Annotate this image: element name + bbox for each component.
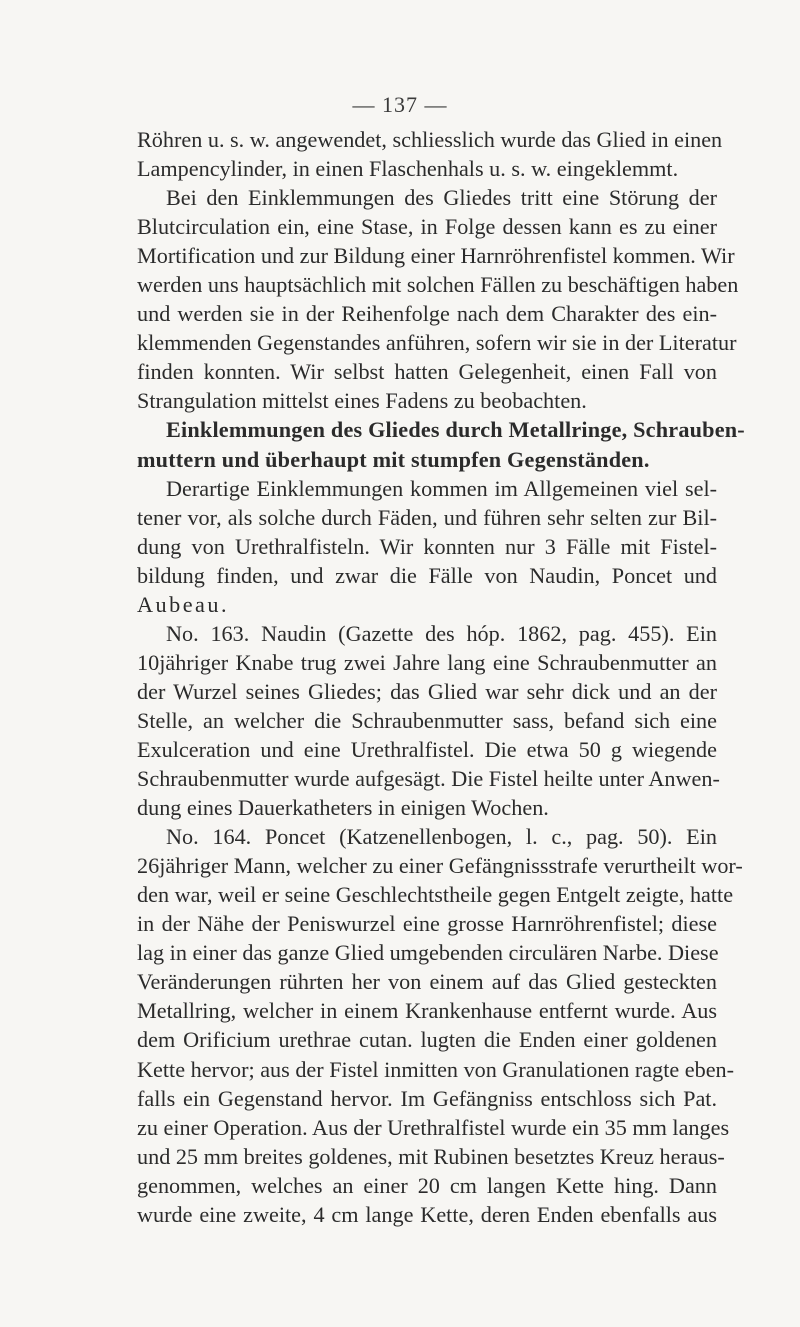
text-line: Blutcirculation ein, eine Stase, in Folge dessen kann es zu einer (137, 214, 717, 240)
text-line: dem Orificium urethrae cutan. lugten die Enden einer goldenen (137, 1027, 717, 1053)
text-line: Kette hervor; aus der Fistel inmitten von Granulationen ragte eben- (137, 1056, 735, 1082)
text-line: und 25 mm breites goldenes, mit Rubinen besetztes Kreuz heraus- (137, 1143, 725, 1169)
text-line: Mortification und zur Bildung einer Harnröhrenfistel kommen. Wir (137, 243, 735, 269)
text-line: tener vor, als solche durch Fäden, und führen sehr selten zur Bil- (137, 504, 717, 530)
text-line: No. 164. Poncet (Katzenellenbogen, l. c., pag. 50). Ein (166, 824, 717, 850)
text-line: Strangulation mittelst eines Fadens zu beobachten. (137, 388, 587, 414)
text-line: in der Nähe der Peniswurzel eine grosse Harnröhrenfistel; diese (137, 911, 717, 937)
page-number: — 137 — (352, 92, 448, 117)
text-line: Metallring, welcher in einem Krankenhause entfernt wurde. Aus (137, 998, 717, 1024)
text-line: No. 163. Naudin (Gazette des hóp. 1862, pag. 455). Ein (166, 620, 717, 646)
text-line: lag in einer das ganze Glied umgebenden circulären Narbe. Diese (137, 940, 719, 966)
text-line: Röhren u. s. w. angewendet, schliesslich wurde das Glied in einen (137, 127, 723, 152)
text-line: den war, weil er seine Geschlechtstheile gegen Entgelt zeigte, hatte (137, 882, 734, 908)
section-heading-line: Einklemmungen des Gliedes durch Metallringe, Schrauben- (166, 417, 745, 443)
text-line: wurde eine zweite, 4 cm lange Kette, deren Enden ebenfalls aus (137, 1201, 717, 1227)
text-line: falls ein Gegenstand hervor. Im Gefängniss entschloss sich Pat. (137, 1085, 717, 1111)
text-line: der Wurzel seines Gliedes; das Glied war sehr dick und an der (137, 678, 717, 704)
body-text (137, 125, 745, 1229)
text-line: Derartige Einklemmungen kommen im Allgemeinen viel sel- (166, 475, 717, 501)
text-line: werden uns hauptsächlich mit solchen Fällen zu beschäftigen haben (137, 272, 739, 298)
text-line: genommen, welches an einer 20 cm langen Kette hing. Dann (137, 1172, 717, 1198)
text-line: klemmenden Gegenstandes anführen, sofern wir sie in der Literatur (137, 330, 737, 356)
text-line: Stelle, an welcher die Schraubenmutter sass, befand sich eine (137, 707, 717, 733)
text-line: und werden sie in der Reihenfolge nach dem Charakter des ein- (137, 301, 717, 327)
text-line: Veränderungen rührten her von einem auf das Glied gesteckten (137, 969, 717, 995)
text-line: Bei den Einklemmungen des Gliedes tritt eine Störung der (166, 185, 717, 211)
text-line: Aubeau. (137, 591, 230, 617)
text-line: Exulceration und eine Urethralfistel. Die etwa 50 g wiegende (137, 736, 717, 762)
text-line: 10jähriger Knabe trug zwei Jahre lang eine Schraubenmutter an (137, 649, 717, 675)
text-line: dung eines Dauerkatheters in einigen Wochen. (137, 795, 549, 821)
text-line: finden konnten. Wir selbst hatten Gelegenheit, einen Fall von (137, 359, 717, 385)
text-line: dung von Urethralfisteln. Wir konnten nur 3 Fälle mit Fistel- (137, 533, 717, 559)
text-line: bildung finden, und zwar die Fälle von Naudin, Poncet und (137, 562, 717, 588)
text-line: Lampencylinder, in einen Flaschenhals u. s. w. eingeklemmt. (137, 156, 679, 182)
text-line: Schraubenmutter wurde aufgesägt. Die Fistel heilte unter Anwen- (137, 766, 720, 792)
text-line: zu einer Operation. Aus der Urethralfistel wurde ein 35 mm langes (137, 1114, 730, 1140)
section-heading-line: muttern und überhaupt mit stumpfen Gegenständen. (137, 446, 650, 472)
text-line: 26jähriger Mann, welcher zu einer Gefängnissstrafe verurtheilt wor- (137, 853, 743, 879)
